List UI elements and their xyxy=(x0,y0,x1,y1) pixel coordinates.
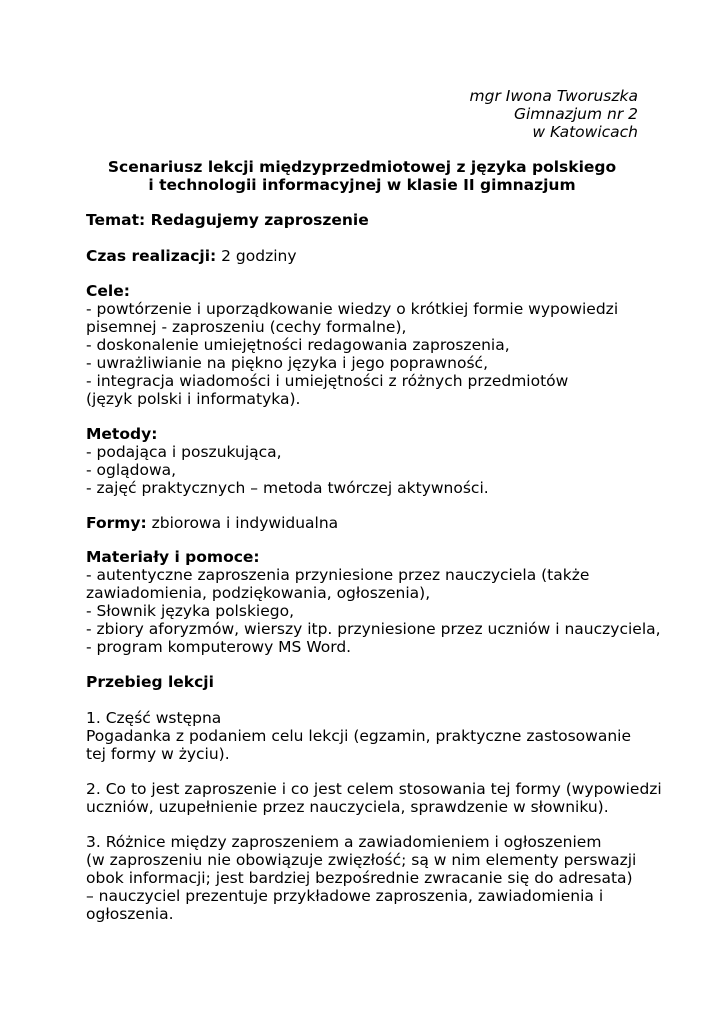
goals-line: pisemnej - zaproszeniu (cechy formalne), xyxy=(86,318,407,336)
methods-line: - oglądowa, xyxy=(86,461,177,479)
author-school: Gimnazjum nr 2 xyxy=(513,105,638,123)
topic-heading: Temat: Redagujemy zaproszenie xyxy=(86,211,369,229)
goals-line: (język polski i informatyka). xyxy=(86,390,301,408)
materials-heading: Materiały i pomoce: xyxy=(86,548,260,566)
course-part2-line: uczniów, uzupełnienie przez nauczyciela, sprawdzenie w słowniku). xyxy=(86,798,609,816)
course-heading: Przebieg lekcji xyxy=(86,673,214,691)
materials-line: zawiadomienia, podziękowania, ogłoszenia), xyxy=(86,584,431,602)
document-title-line-2: i technologii informacyjnej w klasie II gimnazjum xyxy=(148,176,576,194)
methods-line: - zajęć praktycznych – metoda twórczej aktywności. xyxy=(86,479,489,497)
goals-line: - uwrażliwianie na piękno języka i jego poprawność, xyxy=(86,354,489,372)
duration-value: 2 godziny xyxy=(216,247,297,265)
course-part2-line: 2. Co to jest zaproszenie i co jest celem stosowania tej formy (wypowiedzi xyxy=(86,780,662,798)
goals-line: - powtórzenie i uporządkowanie wiedzy o krótkiej formie wypowiedzi xyxy=(86,300,619,318)
duration-row xyxy=(86,247,297,265)
course-part3-line: obok informacji; jest bardziej bezpośrednie zwracanie się do adresata) xyxy=(86,869,633,887)
goals-line: - integracja wiadomości i umiejętności z różnych przedmiotów xyxy=(86,372,569,390)
materials-line: - Słownik języka polskiego, xyxy=(86,602,295,620)
document-title-line-1: Scenariusz lekcji międzyprzedmiotowej z języka polskiego xyxy=(107,158,617,176)
course-part1-line: 1. Część wstępna xyxy=(86,709,222,727)
course-part1-line: tej formy w życiu). xyxy=(86,745,230,763)
materials-line: - program komputerowy MS Word. xyxy=(86,638,352,656)
forms-row xyxy=(86,514,338,532)
methods-heading: Metody: xyxy=(86,425,158,443)
materials-line: - zbiory aforyzmów, wierszy itp. przyniesione przez uczniów i nauczyciela, xyxy=(86,620,661,638)
forms-value: zbiorowa i indywidualna xyxy=(146,514,339,532)
author-name: mgr Iwona Tworuszka xyxy=(469,87,638,105)
materials-line: - autentyczne zaproszenia przyniesione przez nauczyciela (także xyxy=(86,566,590,584)
methods-line: - podająca i poszukująca, xyxy=(86,443,282,461)
course-part3-line: ogłoszenia. xyxy=(86,905,174,923)
goals-line: - doskonalenie umiejętności redagowania zaproszenia, xyxy=(86,336,510,354)
duration-label: Czas realizacji: xyxy=(86,247,217,265)
course-part3-line: (w zaproszeniu nie obowiązuje zwięzłość; są w nim elementy perswazji xyxy=(86,851,637,869)
author-city: w Katowicach xyxy=(532,123,638,141)
goals-heading: Cele: xyxy=(86,282,130,300)
course-part3-line: 3. Różnice między zaproszeniem a zawiadomieniem i ogłoszeniem xyxy=(86,833,602,851)
course-part3-line: – nauczyciel prezentuje przykładowe zaproszenia, zawiadomienia i xyxy=(86,887,604,905)
course-part1-line: Pogadanka z podaniem celu lekcji (egzamin, praktyczne zastosowanie xyxy=(86,727,632,745)
forms-label: Formy: xyxy=(86,514,147,532)
